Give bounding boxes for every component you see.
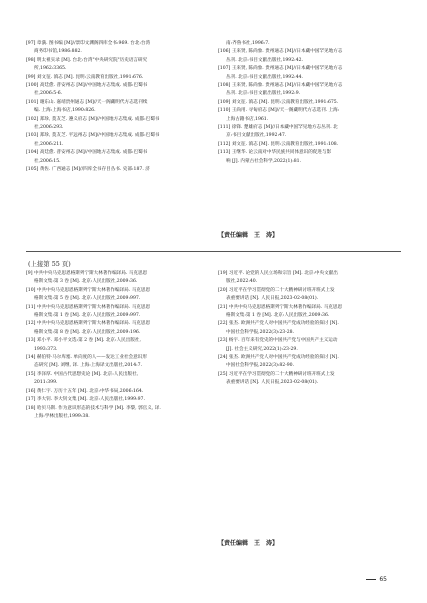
reference-item [218, 40, 403, 48]
reference-continuation: 版社,2022:40. [226, 279, 258, 285]
reference-continuation: 商务印书馆,1986:882. [34, 49, 82, 55]
reference-item [218, 141, 403, 149]
reference-line: [111] 徐锋. 楚雄府志 [M]//日本藏中国罕见地方志丛刊. 北 [218, 125, 338, 131]
reference-item [26, 354, 211, 371]
reference-item [26, 132, 206, 149]
reference-continuation: 2011:399. [34, 380, 58, 386]
reference-line: [13] 邓小平. 邓小平文选:第 2 卷 [M]. 北京:人民出版社, [26, 338, 141, 344]
reference-line: [22] 张杰. 欧洲共产党人对中国共产党成功经验的探讨 [N]. [218, 321, 339, 327]
reference-item [26, 405, 211, 422]
reference-continuation: 表重要讲话 [N]. 人民日报,2023-02-08(01). [226, 380, 319, 386]
bottom-right-column [218, 270, 403, 388]
reference-line: [23] 杨宇. 百年来有党史的中国共产党与中国共产主义运动 [218, 338, 338, 344]
reference-line: [98] 明太祖实录 [M]. 台北:台湾"中央研究院"历史语言研究 [26, 57, 148, 63]
reference-item [218, 354, 403, 371]
reference-continuation: 响 [J]. 内蒙古社会科学,2022(1):81. [226, 158, 302, 164]
reference-item [218, 287, 403, 304]
reference-item [26, 396, 211, 404]
reference-item [26, 82, 206, 99]
reference-continuation: 丛刊. 北京:书目文献出版社,1992:42. [226, 57, 304, 63]
reference-line: [17] 李大钊. 李大钊文集 [M]. 北京:人民出版社,1999:97. [26, 397, 145, 403]
reference-item [26, 99, 206, 116]
reference-continuation: 格斯文集:第 8 卷 [M]. 北京:人民出版社,2009:196. [34, 329, 141, 335]
reference-item [26, 74, 206, 82]
reference-item [218, 124, 403, 141]
reference-item [26, 337, 211, 354]
reference-item [218, 65, 403, 82]
reference-item [26, 304, 211, 321]
top-right-column [218, 40, 403, 166]
reference-line: [12] 中共中央马克思恩格斯列宁斯大林著作编译局. 马克思恩 [26, 321, 151, 327]
reference-item [26, 320, 211, 337]
reference-continuation: 态研究 [M]. 刘继, 译. 上海:上海译文出版社,2014:7. [34, 363, 143, 369]
reference-continuation: 1993:373. [34, 346, 58, 352]
reference-line: [10] 中共中央马克思恩格斯列宁斯大林著作编译局. 马克思恩 [26, 287, 151, 293]
reference-item [26, 57, 206, 74]
reference-continuation: 社,2006:211. [34, 141, 64, 147]
reference-line: [19] 习近平. 论党的人民立场和宗旨 [M]. 北京:中央文献出 [218, 271, 338, 276]
reference-continuation: [J]. 社会主义研究,2022(1):23-29. [226, 346, 298, 352]
reference-line: [21] 中共中央马克思恩格斯列宁斯大林著作编译局. 马克思恩 [218, 304, 343, 310]
reference-line: [9] 中共中央马克思恩格斯列宁斯大林著作编译局. 马克思恩 [26, 271, 148, 276]
reference-continuation: 社,2006:15. [34, 158, 61, 164]
reference-line: [108] 王来贤, 陈尚象. 贵州通志 [M]//日本藏中国罕见地方志 [218, 83, 343, 89]
reference-item [218, 337, 403, 354]
reference-continuation: 丛刊. 北京:书目文献出版社,1992:9. [226, 91, 301, 97]
reference-line: [112] 刘文征. 滇志 [M]. 昆明:云南教育出版社,1991:108. [218, 141, 339, 147]
top-left-column [26, 40, 206, 175]
reference-continuation: 丛刊. 北京:书目文献出版社,1992:44. [226, 74, 304, 80]
reference-line: [11] 中共中央马克思恩格斯列宁斯大林著作编译局. 马克思恩 [26, 304, 151, 310]
reference-continuation: 格斯文集:第 1 卷 [M]. 北京:人民出版社,2009:997. [34, 313, 141, 319]
reference-line: [24] 张杰. 欧洲共产党人对中国共产党成功经验的探讨 [N]. [218, 355, 339, 361]
reference-line: [109] 刘文征. 滇志 [M]. 昆明:云南教育出版社,1991:675. [218, 99, 339, 105]
reference-line: [110] 王尚用. 寻甸府志 [M]//天一阁藏明代方志选刊. 上海: [218, 108, 340, 114]
reference-continuation: 格斯文集:第 5 卷 [M]. 北京:人民出版社,2009:997. [34, 296, 141, 302]
reference-continuation: 南:齐鲁书社,1996:7. [226, 41, 270, 46]
reference-item [26, 287, 211, 304]
reference-item [218, 48, 403, 65]
reference-line: [18] 哈贝马斯. 作为意识形态的技术与科学 [M]. 李黎, 郭官义, 译. [26, 405, 161, 411]
top-editor-note: 【责任编辑 王 涛】 [218, 232, 279, 239]
bottom-left-column [26, 270, 211, 421]
reference-line: [97] 章潢. 图书编 [M]//景印文渊阁四库全书:969. 台北:台湾 [26, 41, 151, 46]
reference-line: [106] 王来贤, 陈尚象. 贵州通志 [M]//日本藏中国罕见地方志 [218, 49, 343, 55]
reference-item [26, 149, 206, 166]
reference-continuation: 格斯文集:第 1 卷 [M]. 北京:人民出版社,2009:36. [226, 313, 330, 319]
reference-line: [25] 习近平在学习贯彻党的二十大精神研讨班开班式上发 [218, 371, 335, 377]
reference-continuation: 社,2006:5-6. [34, 91, 63, 97]
page-number: 65 [366, 576, 387, 583]
reference-item [26, 270, 211, 287]
reference-line: [14] 赫伯特·马尔库塞. 单向度的人——发达工业社会意识形 [26, 355, 147, 361]
reference-line: [99] 刘文征. 滇志 [M]. 昆明:云南教育出版社,1991:676. [26, 74, 144, 80]
reference-item [26, 166, 206, 174]
reference-continuation: 中国社会科学报,2022(3):82-90. [226, 363, 295, 369]
reference-item [26, 371, 211, 388]
reference-continuation: 社,2006:293. [34, 125, 64, 131]
reference-line: [105] 黄佐. 广西通志 [M]//四库全书存目丛书. 史部:187. 济 [26, 167, 150, 173]
reference-item [218, 99, 403, 107]
reference-line: [104] 高廷愈. 普安州志 [M]//中国地方志集成. 成都:巴蜀书 [26, 150, 148, 156]
reference-continuation: 上海古籍书店,1961. [226, 116, 269, 122]
reference-item [26, 40, 206, 57]
bottom-editor-note: 【责任编辑 王 涛】 [218, 540, 279, 547]
reference-continuation: 所,1962:3365. [34, 66, 67, 72]
reference-continuation: 格斯文集:第 3 卷 [M]. 北京:人民出版社,2009:36. [34, 279, 138, 285]
reference-line: [107] 王来贤, 陈尚象. 贵州通志 [M]//日本藏中国罕见地方志 [218, 66, 343, 72]
reference-item [26, 388, 211, 396]
reference-item [26, 116, 206, 133]
reference-item [218, 149, 403, 166]
reference-line: [16] 黄仁宇. 万历十五年 [M]. 北京:中华书局,2006:164. [26, 388, 144, 394]
reference-line: [113] 王继华. 论云南对中华民族共同体意识的促进与影 [218, 150, 332, 156]
reference-line: [101] 谢东山. 嘉靖贵州通志 [M]//天一阁藏明代方志选刊续 [26, 99, 148, 105]
reference-item [218, 270, 403, 287]
reference-line: [15] 李泽厚. 中国古代思想史论 [M]. 北京:人民出版社, [26, 371, 139, 377]
reference-continuation: 表重要讲话 [N]. 人民日报,2023-02-08(01). [226, 296, 319, 302]
reference-continuation: 京:书目文献出版社,1992:47. [226, 133, 287, 139]
reference-continuation: 中国社会科学报,2022(3):23-28. [226, 329, 295, 335]
reference-continuation: 编. 上海:上海书店,1990:826. [34, 108, 96, 114]
reference-line: [103] 郑珍, 莫友芝. 平远州志 [M]//中国地方志集成. 成都:巴蜀书 [26, 133, 160, 139]
continued-label: (上接第 55 页) [28, 260, 71, 268]
reference-item [218, 371, 403, 388]
reference-item [218, 304, 403, 321]
reference-line: [102] 郑珍, 莫友芝. 遵义府志 [M]//中国地方志集成. 成都:巴蜀书 [26, 116, 160, 122]
reference-item [218, 320, 403, 337]
section-divider [26, 251, 401, 252]
reference-line: [20] 习近平在学习贯彻党的二十大精神研讨班开班式上发 [218, 287, 335, 293]
reference-continuation: 上海:学林出版社,1999:38. [34, 413, 90, 419]
reference-item [218, 82, 403, 99]
reference-line: [100] 高廷愈. 普安州志 [M]//中国地方志集成. 成都:巴蜀书 [26, 83, 148, 89]
reference-item [218, 107, 403, 124]
